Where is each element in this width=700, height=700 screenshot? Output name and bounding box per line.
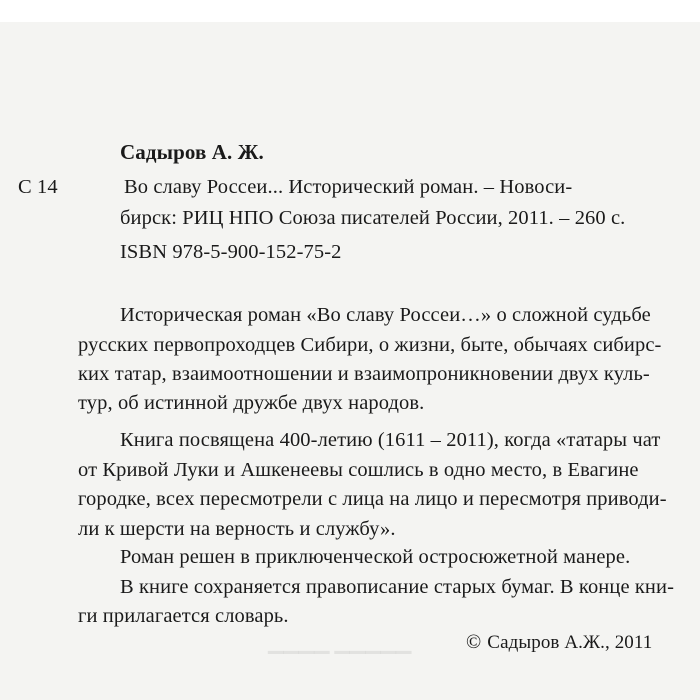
- annotation-line: ги прилагается словарь.: [78, 605, 289, 627]
- copyright-notice: [466, 630, 652, 655]
- show-through-text: ▁▁▁▁ ▁▁▁▁▁: [268, 632, 412, 654]
- annotation-line: тур, об истинной дружбе двух народов.: [78, 392, 425, 414]
- author-name: Садыров А. Ж.: [120, 140, 264, 164]
- bibliographic-description-line-1: Во славу Россеи... Исторический роман. – Новоси-: [124, 176, 573, 198]
- copyright-holder: Садыров А.Ж., 2011: [487, 632, 653, 653]
- annotation-line: ли к шерсти на верность и службу».: [78, 518, 396, 540]
- annotation-line: ких татар, взаимоотношении и взаимопроникновении двух куль-: [78, 363, 650, 385]
- annotation-line: Роман решен в приключенческой остросюжетной манере.: [120, 546, 631, 568]
- classification-code: С 14: [18, 176, 58, 198]
- copyright-symbol: ©: [466, 631, 482, 653]
- annotation-line: городке, всех пересмотрели с лица на лицо и пересмотря приводи-: [78, 488, 667, 510]
- annotation-line: В книге сохраняется правописание старых бумаг. В конце кни-: [120, 576, 674, 598]
- annotation-line: от Кривой Луки и Ашкенеевы сошлись в одно место, в Евагине: [78, 459, 639, 481]
- bibliographic-description-line-2: бирск: РИЦ НПО Союза писателей России, 2011. – 260 с.: [120, 207, 626, 229]
- annotation-line: русских первопроходцев Сибири, о жизни, быте, обычаях сибирс-: [78, 334, 662, 356]
- annotation-line: Историческая роман «Во славу Россеи…» о сложной судьбе: [120, 304, 651, 326]
- isbn: ISBN 978-5-900-152-75-2: [120, 241, 342, 263]
- annotation-line: Книга посвящена 400-летию (1611 – 2011), когда «татары чат: [120, 429, 661, 451]
